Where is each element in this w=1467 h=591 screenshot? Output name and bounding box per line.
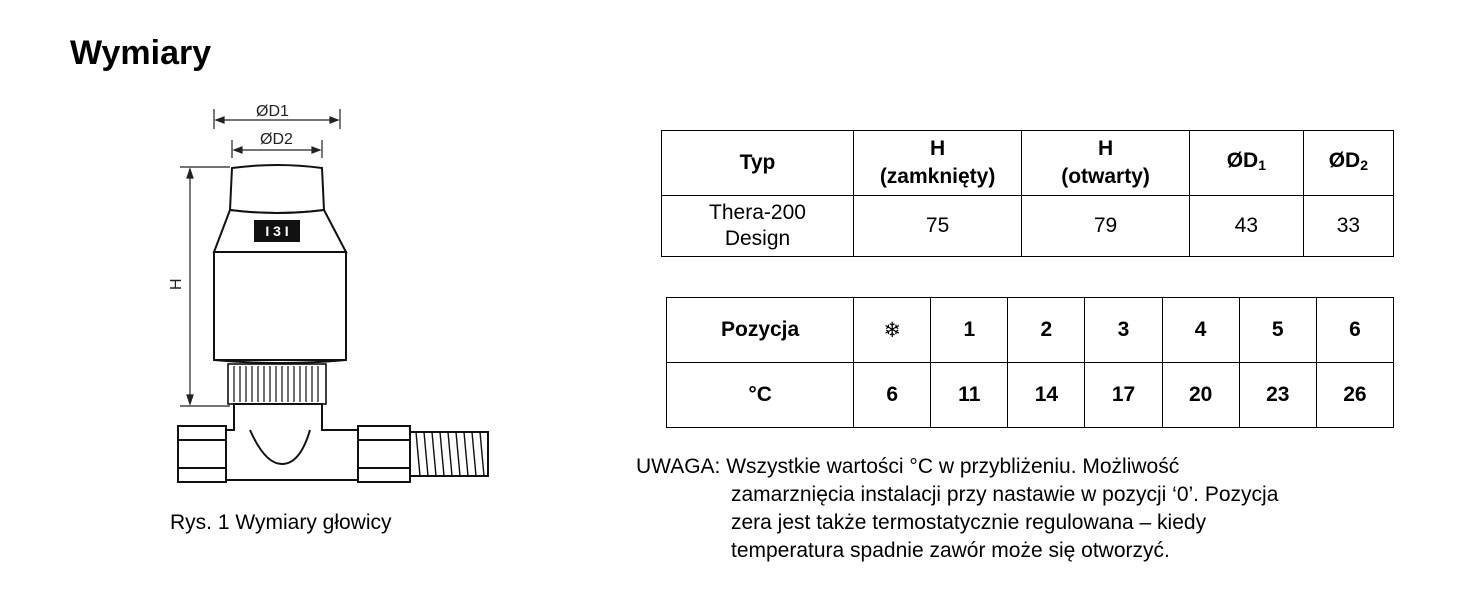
position-snowflake: ❄ xyxy=(854,298,931,363)
position-table xyxy=(666,297,1394,428)
note-line-2: zamarznięcia instalacji przy nastawie w pozycji ‘0’. Pozycja xyxy=(731,483,1279,506)
cell-d1: 43 xyxy=(1189,196,1303,257)
header-h-closed-line1: H xyxy=(930,137,946,160)
header-h-open-line2: (otwarty) xyxy=(1061,165,1150,188)
figure-caption: Rys. 1 Wymiary głowicy xyxy=(170,511,392,534)
position-2: 2 xyxy=(1008,298,1085,363)
table-header-row xyxy=(662,131,1394,196)
dim-d2-label: ØD2 xyxy=(260,131,293,148)
position-row xyxy=(667,298,1394,363)
cell-d2: 33 xyxy=(1303,196,1393,257)
header-h-closed xyxy=(854,131,1022,196)
temperature-row xyxy=(667,363,1394,428)
temperature-1: 11 xyxy=(931,363,1008,428)
header-d2 xyxy=(1303,131,1393,196)
position-4: 4 xyxy=(1162,298,1239,363)
note-line-4: temperatura spadnie zawór może się otworzyć. xyxy=(731,539,1170,562)
temperature-3: 17 xyxy=(1085,363,1162,428)
position-label: Pozycja xyxy=(667,298,854,363)
dim-h-label: H xyxy=(168,278,185,290)
note-label: UWAGA: xyxy=(636,455,721,478)
header-h-closed-line2: (zamknięty) xyxy=(879,165,996,188)
header-h-open-line1: H xyxy=(1097,137,1114,160)
temperature-4: 20 xyxy=(1162,363,1239,428)
note-text-1: Wszystkie wartości °C w przybliżeniu. Możliwość xyxy=(726,455,1180,478)
cell-type-line2: Design xyxy=(724,227,791,250)
valve-head-drawing xyxy=(160,92,520,512)
cell-h-closed: 75 xyxy=(854,196,1022,257)
page-title: Wymiary xyxy=(70,34,212,72)
header-d2-sub: 2 xyxy=(1360,157,1369,173)
note-line-3: zera jest także termostatycznie regulowana – kiedy xyxy=(731,511,1207,534)
dimensions-table xyxy=(661,130,1394,257)
note-block xyxy=(636,453,1278,565)
position-1: 1 xyxy=(931,298,1008,363)
temperature-5: 23 xyxy=(1239,363,1316,428)
cell-type-line1: Thera-200 xyxy=(709,201,806,224)
knob-position-label: I 3 I xyxy=(265,223,289,239)
header-d1-main: ØD xyxy=(1226,149,1259,172)
header-d1-sub: 1 xyxy=(1258,157,1266,173)
header-d1 xyxy=(1189,131,1303,196)
table-row xyxy=(662,196,1394,257)
dim-d1-label: ØD1 xyxy=(256,103,289,120)
temperature-snowflake: 6 xyxy=(854,363,931,428)
header-d2-main: ØD xyxy=(1328,149,1361,172)
temperature-6: 26 xyxy=(1316,363,1393,428)
position-3: 3 xyxy=(1085,298,1162,363)
position-6: 6 xyxy=(1316,298,1393,363)
valve-drawing-svg xyxy=(160,92,520,512)
header-h-open xyxy=(1022,131,1190,196)
temperature-label: °C xyxy=(667,363,854,428)
note-line-1 xyxy=(636,453,1278,481)
position-5: 5 xyxy=(1239,298,1316,363)
cell-type xyxy=(662,196,854,257)
cell-h-open: 79 xyxy=(1022,196,1190,257)
header-typ: Typ xyxy=(662,131,854,196)
temperature-2: 14 xyxy=(1008,363,1085,428)
